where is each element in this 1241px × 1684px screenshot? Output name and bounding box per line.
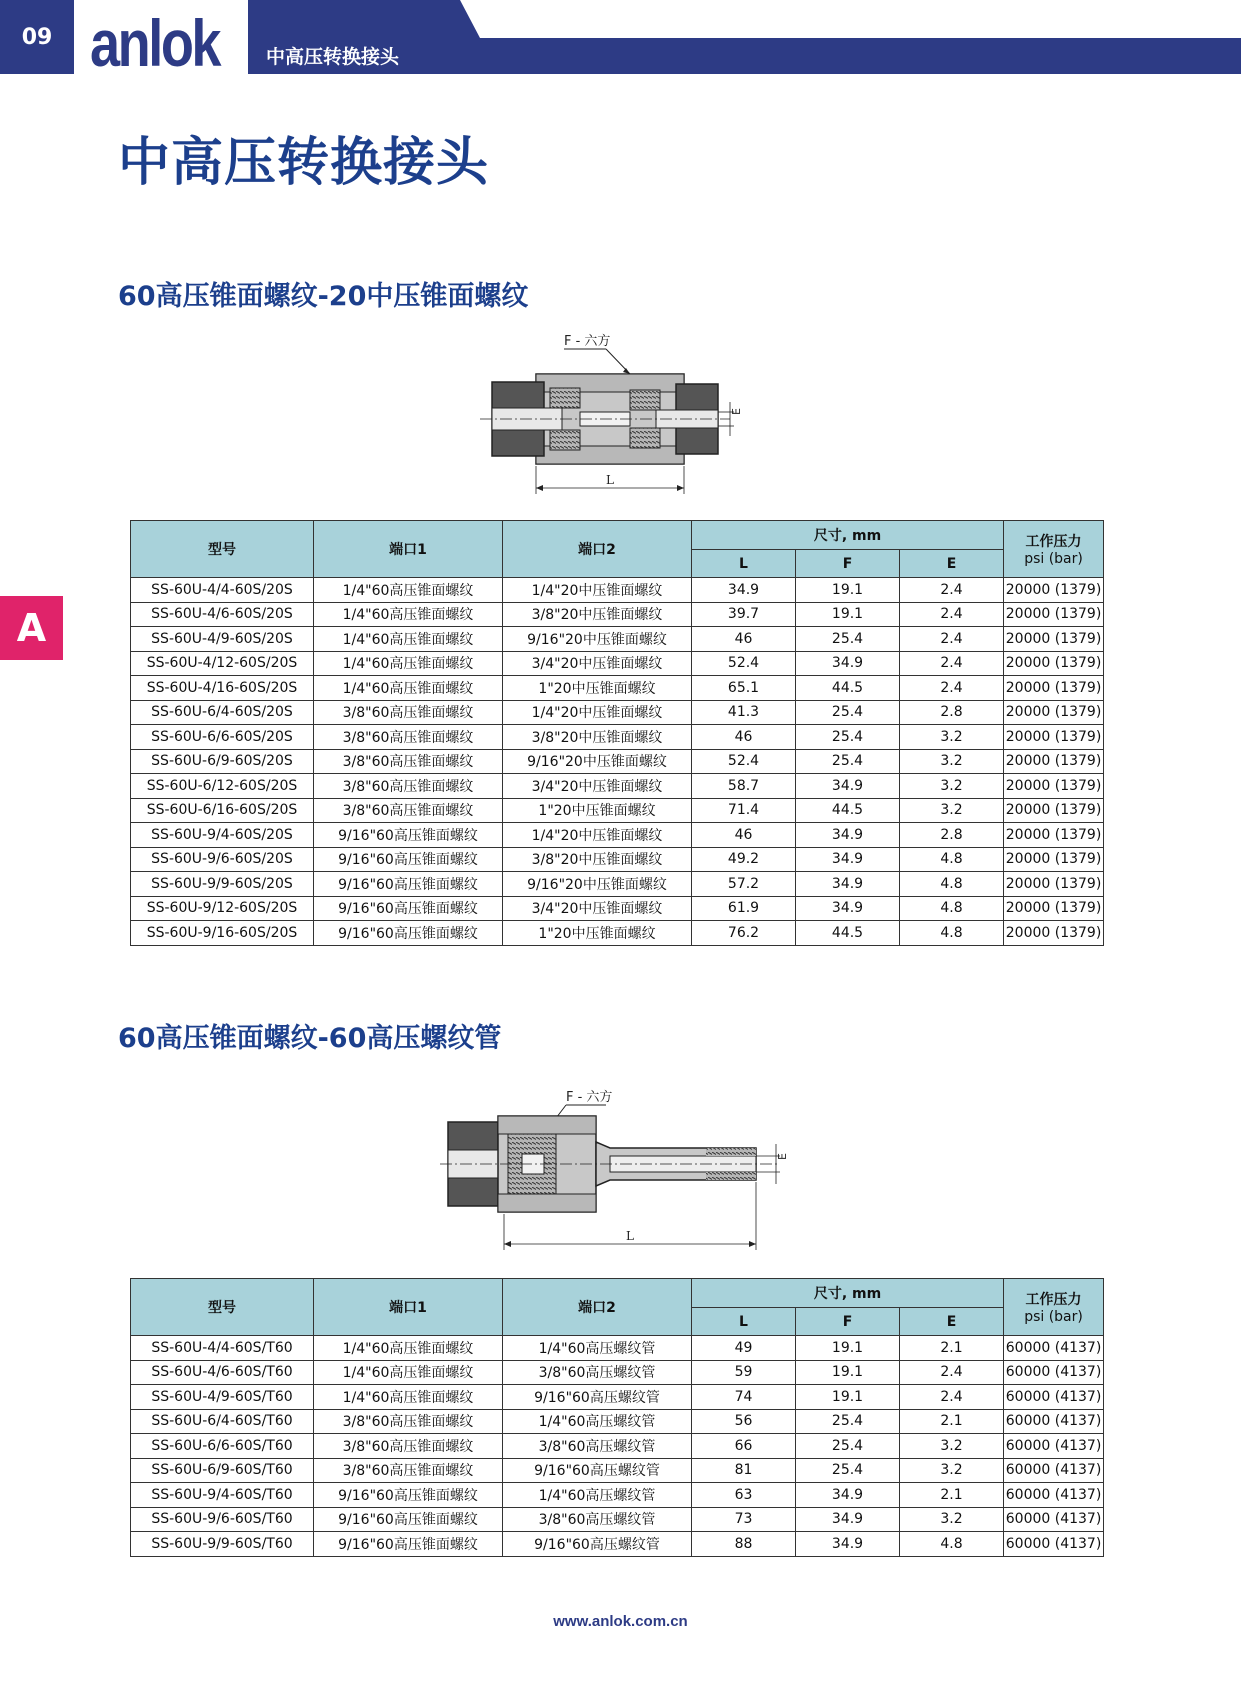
table-cell: 3.2 <box>900 1507 1004 1532</box>
table-body <box>131 578 1104 946</box>
table-cell: 2.4 <box>900 627 1004 652</box>
col-e: E <box>900 550 1004 578</box>
table-cell: 1"20中压锥面螺纹 <box>503 676 692 701</box>
table-cell: 34.9 <box>796 847 900 872</box>
col-l: L <box>692 550 796 578</box>
table-row <box>131 602 1104 627</box>
table-cell: 3/8"60高压锥面螺纹 <box>314 1434 503 1459</box>
section-tab: A <box>0 596 63 660</box>
table-cell: 60000 (4137) <box>1004 1483 1104 1508</box>
table-cell: 1/4"60高压锥面螺纹 <box>314 1385 503 1410</box>
table-cell: 63 <box>692 1483 796 1508</box>
pressure-unit: psi (bar) <box>1024 551 1083 567</box>
table-cell: SS-60U-4/9-60S/20S <box>131 627 314 652</box>
table-cell: SS-60U-4/4-60S/T60 <box>131 1336 314 1361</box>
table-cell: 34.9 <box>796 774 900 799</box>
table-cell: SS-60U-9/16-60S/20S <box>131 921 314 946</box>
table-cell: 20000 (1379) <box>1004 627 1104 652</box>
pressure-label: 工作压力 <box>1025 1292 1082 1308</box>
table-cell: SS-60U-6/6-60S/20S <box>131 725 314 750</box>
table-cell: 3/8"60高压螺纹管 <box>503 1507 692 1532</box>
table-cell: 46 <box>692 823 796 848</box>
table-cell: SS-60U-4/12-60S/20S <box>131 651 314 676</box>
table-cell: 34.9 <box>796 823 900 848</box>
table-cell: 3/8"20中压锥面螺纹 <box>503 602 692 627</box>
table-cell: SS-60U-4/6-60S/T60 <box>131 1360 314 1385</box>
pressure-unit: psi (bar) <box>1024 1309 1083 1325</box>
table-cell: 2.4 <box>900 602 1004 627</box>
table-cell: SS-60U-9/4-60S/20S <box>131 823 314 848</box>
table-row <box>131 847 1104 872</box>
table-row <box>131 1385 1104 1410</box>
table-cell: SS-60U-6/4-60S/20S <box>131 700 314 725</box>
hex-label: F - 六方 <box>566 1090 613 1105</box>
table-cell: 44.5 <box>796 798 900 823</box>
table-cell: 20000 (1379) <box>1004 676 1104 701</box>
table-cell: 73 <box>692 1507 796 1532</box>
table-cell: 39.7 <box>692 602 796 627</box>
table-cell: 59 <box>692 1360 796 1385</box>
page-title: 中高压转换接头 <box>118 133 490 193</box>
col-port1: 端口1 <box>314 521 503 578</box>
table-cell: 25.4 <box>796 725 900 750</box>
table-cell: SS-60U-9/6-60S/T60 <box>131 1507 314 1532</box>
table-cell: 9/16"60高压螺纹管 <box>503 1532 692 1557</box>
table-cell: SS-60U-9/6-60S/20S <box>131 847 314 872</box>
table-cell: 3/4"20中压锥面螺纹 <box>503 774 692 799</box>
table-cell: 9/16"20中压锥面螺纹 <box>503 749 692 774</box>
col-dims: 尺寸, mm <box>692 1279 1004 1308</box>
section-title: 60高压锥面螺纹-20中压锥面螺纹 <box>118 281 529 312</box>
col-l: L <box>692 1308 796 1336</box>
table-cell: 41.3 <box>692 700 796 725</box>
table-cell: 25.4 <box>796 1458 900 1483</box>
table-cell: 9/16"60高压锥面螺纹 <box>314 847 503 872</box>
table-cell: 20000 (1379) <box>1004 602 1104 627</box>
e-label: E <box>776 1153 789 1160</box>
fitting-diagram-1 <box>480 326 750 496</box>
table-cell: 20000 (1379) <box>1004 847 1104 872</box>
table-cell: 34.9 <box>796 872 900 897</box>
table-cell: SS-60U-6/9-60S/T60 <box>131 1458 314 1483</box>
table-cell: 1/4"20中压锥面螺纹 <box>503 700 692 725</box>
table-cell: SS-60U-6/6-60S/T60 <box>131 1434 314 1459</box>
table-row <box>131 1409 1104 1434</box>
table-cell: SS-60U-6/9-60S/20S <box>131 749 314 774</box>
col-pressure <box>1004 521 1104 578</box>
e-label: E <box>730 408 743 415</box>
table-row <box>131 774 1104 799</box>
table-cell: 46 <box>692 725 796 750</box>
table-cell: 34.9 <box>692 578 796 603</box>
table-cell: 71.4 <box>692 798 796 823</box>
table-cell: 4.8 <box>900 847 1004 872</box>
table-cell: 20000 (1379) <box>1004 651 1104 676</box>
hex-label: F - 六方 <box>564 334 611 349</box>
footer-url[interactable]: www.anlok.com.cn <box>553 1613 688 1630</box>
table-row <box>131 1336 1104 1361</box>
table-row <box>131 700 1104 725</box>
table-cell: 3/8"60高压锥面螺纹 <box>314 1458 503 1483</box>
table-cell: 3/8"20中压锥面螺纹 <box>503 847 692 872</box>
section-title: 60高压锥面螺纹-60高压螺纹管 <box>118 1023 502 1054</box>
col-dims: 尺寸, mm <box>692 521 1004 550</box>
table-row <box>131 872 1104 897</box>
table-cell: 20000 (1379) <box>1004 578 1104 603</box>
spec-table-1 <box>130 520 1104 946</box>
table-cell: 19.1 <box>796 1385 900 1410</box>
table-row <box>131 651 1104 676</box>
table-cell: 2.1 <box>900 1483 1004 1508</box>
table-cell: 60000 (4137) <box>1004 1409 1104 1434</box>
table-cell: 1/4"60高压锥面螺纹 <box>314 651 503 676</box>
table-cell: SS-60U-9/12-60S/20S <box>131 896 314 921</box>
table-cell: 20000 (1379) <box>1004 896 1104 921</box>
table-cell: 2.4 <box>900 1385 1004 1410</box>
table-cell: 81 <box>692 1458 796 1483</box>
table-cell: 3/8"60高压锥面螺纹 <box>314 798 503 823</box>
table-cell: 1/4"20中压锥面螺纹 <box>503 823 692 848</box>
header-title: 中高压转换接头 <box>266 46 400 68</box>
table-cell: 9/16"60高压螺纹管 <box>503 1458 692 1483</box>
table-cell: 60000 (4137) <box>1004 1458 1104 1483</box>
table-cell: 2.1 <box>900 1409 1004 1434</box>
table-cell: 57.2 <box>692 872 796 897</box>
table-cell: 1/4"60高压锥面螺纹 <box>314 578 503 603</box>
table-cell: 25.4 <box>796 627 900 652</box>
table-cell: 60000 (4137) <box>1004 1507 1104 1532</box>
table-cell: 3/8"60高压锥面螺纹 <box>314 725 503 750</box>
table-cell: 1/4"60高压螺纹管 <box>503 1336 692 1361</box>
table-cell: 9/16"60高压锥面螺纹 <box>314 896 503 921</box>
table-cell: 20000 (1379) <box>1004 725 1104 750</box>
table-cell: 66 <box>692 1434 796 1459</box>
table-cell: 2.4 <box>900 1360 1004 1385</box>
table-row <box>131 896 1104 921</box>
table-row <box>131 749 1104 774</box>
table-cell: 1/4"60高压锥面螺纹 <box>314 1336 503 1361</box>
table-cell: 9/16"60高压锥面螺纹 <box>314 921 503 946</box>
table-cell: 3/8"60高压螺纹管 <box>503 1434 692 1459</box>
table-cell: 34.9 <box>796 896 900 921</box>
table-body <box>131 1336 1104 1557</box>
table-cell: 20000 (1379) <box>1004 798 1104 823</box>
table-cell: 49.2 <box>692 847 796 872</box>
table-cell: SS-60U-9/9-60S/20S <box>131 872 314 897</box>
table-cell: 19.1 <box>796 602 900 627</box>
table-cell: 34.9 <box>796 1483 900 1508</box>
table-cell: 1"20中压锥面螺纹 <box>503 798 692 823</box>
table-cell: 25.4 <box>796 1409 900 1434</box>
table-cell: 20000 (1379) <box>1004 700 1104 725</box>
table-cell: 20000 (1379) <box>1004 774 1104 799</box>
table-row <box>131 627 1104 652</box>
table-cell: 2.8 <box>900 823 1004 848</box>
fitting-diagram-2 <box>440 1082 810 1252</box>
table-cell: 4.8 <box>900 921 1004 946</box>
table-cell: 9/16"60高压锥面螺纹 <box>314 823 503 848</box>
table-cell: 60000 (4137) <box>1004 1532 1104 1557</box>
col-model: 型号 <box>131 521 314 578</box>
col-e: E <box>900 1308 1004 1336</box>
table-cell: 4.8 <box>900 896 1004 921</box>
col-port2: 端口2 <box>503 521 692 578</box>
table-cell: 3/8"60高压锥面螺纹 <box>314 700 503 725</box>
table-cell: 88 <box>692 1532 796 1557</box>
table-cell: 3/8"60高压锥面螺纹 <box>314 1409 503 1434</box>
table-cell: 3/4"20中压锥面螺纹 <box>503 651 692 676</box>
table-cell: 20000 (1379) <box>1004 872 1104 897</box>
table-cell: 1/4"60高压锥面螺纹 <box>314 1360 503 1385</box>
spec-table-2 <box>130 1278 1104 1557</box>
table-cell: 60000 (4137) <box>1004 1336 1104 1361</box>
table-cell: 9/16"60高压螺纹管 <box>503 1385 692 1410</box>
table-cell: 25.4 <box>796 749 900 774</box>
table-row <box>131 676 1104 701</box>
table-cell: 65.1 <box>692 676 796 701</box>
col-f: F <box>796 1308 900 1336</box>
table-cell: SS-60U-4/9-60S/T60 <box>131 1385 314 1410</box>
table-cell: 1/4"60高压螺纹管 <box>503 1483 692 1508</box>
table-cell: SS-60U-4/16-60S/20S <box>131 676 314 701</box>
table-cell: 2.4 <box>900 578 1004 603</box>
table-cell: 3.2 <box>900 798 1004 823</box>
table-cell: 20000 (1379) <box>1004 749 1104 774</box>
table-row <box>131 725 1104 750</box>
table-row <box>131 1507 1104 1532</box>
table-cell: 3.2 <box>900 725 1004 750</box>
table-cell: 1/4"60高压锥面螺纹 <box>314 627 503 652</box>
table-cell: 3.2 <box>900 1434 1004 1459</box>
table-cell: 60000 (4137) <box>1004 1360 1104 1385</box>
table-cell: 9/16"20中压锥面螺纹 <box>503 627 692 652</box>
table-cell: 2.4 <box>900 676 1004 701</box>
pressure-label: 工作压力 <box>1025 534 1082 550</box>
table-cell: 34.9 <box>796 651 900 676</box>
col-port1: 端口1 <box>314 1279 503 1336</box>
col-port2: 端口2 <box>503 1279 692 1336</box>
table-cell: 49 <box>692 1336 796 1361</box>
table-cell: 1/4"60高压螺纹管 <box>503 1409 692 1434</box>
table-cell: 9/16"60高压锥面螺纹 <box>314 872 503 897</box>
table-cell: 1/4"60高压锥面螺纹 <box>314 676 503 701</box>
table-cell: 9/16"60高压锥面螺纹 <box>314 1483 503 1508</box>
table-cell: 4.8 <box>900 872 1004 897</box>
table-cell: 2.4 <box>900 651 1004 676</box>
table-row <box>131 921 1104 946</box>
table-row <box>131 1483 1104 1508</box>
table-cell: 9/16"60高压锥面螺纹 <box>314 1507 503 1532</box>
table-cell: 19.1 <box>796 1336 900 1361</box>
table-cell: 2.8 <box>900 700 1004 725</box>
table-row <box>131 578 1104 603</box>
table-cell: 1/4"60高压锥面螺纹 <box>314 602 503 627</box>
brand-logo: anlok <box>90 6 220 80</box>
table-cell: 56 <box>692 1409 796 1434</box>
table-cell: SS-60U-6/12-60S/20S <box>131 774 314 799</box>
table-cell: 3.2 <box>900 1458 1004 1483</box>
table-cell: 3/8"60高压螺纹管 <box>503 1360 692 1385</box>
table-cell: 58.7 <box>692 774 796 799</box>
table-cell: 3.2 <box>900 774 1004 799</box>
col-model: 型号 <box>131 1279 314 1336</box>
table-row <box>131 1458 1104 1483</box>
col-pressure <box>1004 1279 1104 1336</box>
table-cell: 19.1 <box>796 1360 900 1385</box>
l-label: L <box>606 473 614 487</box>
table-cell: 9/16"20中压锥面螺纹 <box>503 872 692 897</box>
l-label: L <box>626 1229 634 1243</box>
table-cell: 3/8"20中压锥面螺纹 <box>503 725 692 750</box>
table-cell: 9/16"60高压锥面螺纹 <box>314 1532 503 1557</box>
table-cell: 25.4 <box>796 700 900 725</box>
table-row <box>131 798 1104 823</box>
table-cell: 60000 (4137) <box>1004 1434 1104 1459</box>
table-cell: 1/4"20中压锥面螺纹 <box>503 578 692 603</box>
table-cell: SS-60U-6/4-60S/T60 <box>131 1409 314 1434</box>
table-cell: 20000 (1379) <box>1004 823 1104 848</box>
table-cell: 2.1 <box>900 1336 1004 1361</box>
table-cell: 34.9 <box>796 1532 900 1557</box>
table-cell: SS-60U-6/16-60S/20S <box>131 798 314 823</box>
table-cell: 34.9 <box>796 1507 900 1532</box>
table-cell: 3.2 <box>900 749 1004 774</box>
table-cell: 52.4 <box>692 749 796 774</box>
table-row <box>131 1360 1104 1385</box>
col-f: F <box>796 550 900 578</box>
table-cell: 25.4 <box>796 1434 900 1459</box>
table-cell: 3/8"60高压锥面螺纹 <box>314 774 503 799</box>
table-cell: 44.5 <box>796 676 900 701</box>
table-cell: 3/4"20中压锥面螺纹 <box>503 896 692 921</box>
table-cell: 61.9 <box>692 896 796 921</box>
table-cell: SS-60U-9/4-60S/T60 <box>131 1483 314 1508</box>
table-row <box>131 1434 1104 1459</box>
table-row <box>131 823 1104 848</box>
table-cell: 4.8 <box>900 1532 1004 1557</box>
table-row <box>131 1532 1104 1557</box>
table-cell: 20000 (1379) <box>1004 921 1104 946</box>
table-cell: SS-60U-4/4-60S/20S <box>131 578 314 603</box>
table-cell: 44.5 <box>796 921 900 946</box>
table-cell: 76.2 <box>692 921 796 946</box>
table-cell: 60000 (4137) <box>1004 1385 1104 1410</box>
table-cell: 3/8"60高压锥面螺纹 <box>314 749 503 774</box>
table-cell: 52.4 <box>692 651 796 676</box>
table-cell: 19.1 <box>796 578 900 603</box>
table-cell: 1"20中压锥面螺纹 <box>503 921 692 946</box>
table-cell: SS-60U-9/9-60S/T60 <box>131 1532 314 1557</box>
table-cell: 74 <box>692 1385 796 1410</box>
page-number: 09 <box>0 0 74 74</box>
table-cell: SS-60U-4/6-60S/20S <box>131 602 314 627</box>
table-cell: 46 <box>692 627 796 652</box>
